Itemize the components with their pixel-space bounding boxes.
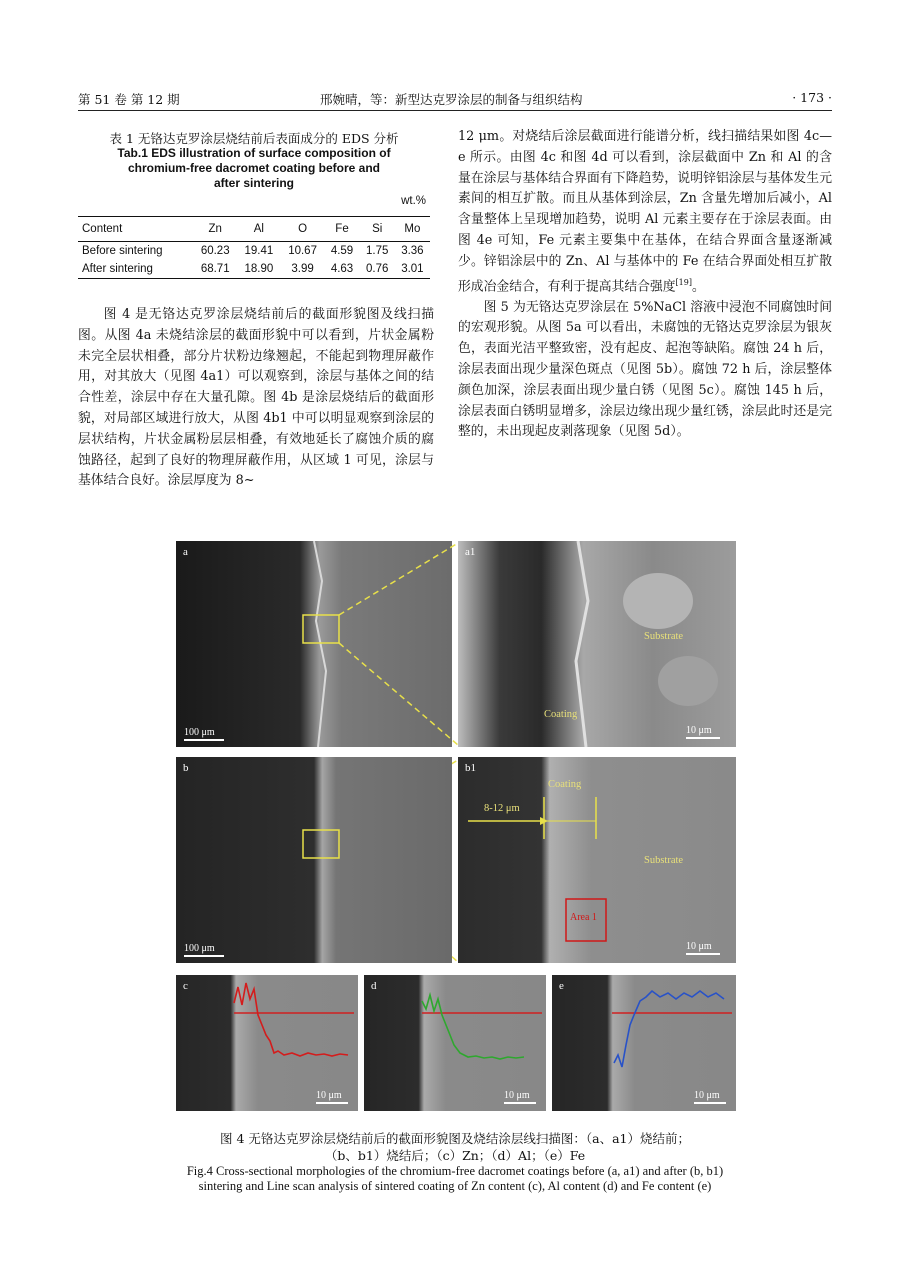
sem-image — [176, 757, 452, 963]
panel-label: c — [183, 980, 188, 992]
scale-bar: 100 μm — [184, 727, 224, 741]
linescan-panel-al — [364, 975, 546, 1111]
col-fe: Fe — [324, 217, 359, 242]
panel-label: a1 — [465, 546, 476, 558]
table-cell: 10.67 — [288, 245, 317, 257]
table-cell: 3.36 — [401, 245, 424, 257]
panel-label: b — [183, 762, 189, 774]
table-caption-en-2: chromium-free dacromet coating before and — [127, 161, 381, 175]
sem-panel-b1 — [458, 757, 736, 963]
table-cell: 3.01 — [395, 260, 430, 279]
figure-caption-cn-1: 图 4 无铬达克罗涂层烧结前后的截面形貌图及烧结涂层线扫描图：（a、a1）烧结前； — [219, 1131, 690, 1146]
scale-bar: 10 μm — [504, 1090, 536, 1104]
col-al: Al — [237, 217, 281, 242]
col-zn: Zn — [193, 217, 237, 242]
sem-panel-b — [176, 757, 452, 963]
table-unit: wt.% — [401, 195, 426, 207]
panel-label: d — [371, 980, 377, 992]
paragraph: 12 μm。对烧结后涂层截面进行能谱分析，线扫描结果如图 4c—e 所示。由图 4c 和图 4d 可以看到，涂层截面中 Zn 和 Al 的含量在涂层与基体结合界面有下降趋势，说明锌铝涂层与基体发生元素间的相互扩散。而且从基体到涂层，Zn 含量先增加后减小，Al 含量整体上呈现增加趋势，说明 Al 元素主要存在于涂层表面。由图 4e 可知，Fe 元素主要集中在基体，在结合界面含量逐渐减少。锌铝涂层中的 Zn、Al 与基体中的 Fe 在结合界面处相互扩散形成冶金结合，有利于提高其结合强度[19]。 — [458, 129, 832, 294]
sem-image — [458, 541, 736, 747]
area-label: Area 1 — [570, 912, 597, 923]
paragraph: 图 4 是无铬达克罗涂层烧结前后的截面形貌图及线扫描图。从图 4a 未烧结涂层的截面形貌中可以看到，片状金属粉未完全层状相叠，部分片状粉边缘翘起，不能起到物理屏蔽作用，对其放大（见图 4a1）可以观察到，涂层与基体之间的结合性差，涂层中存在大量孔隙。图 4b 是涂层烧结后的截面形貌，对局部区域进行放大，从图 4b1 中可以明显观察到涂层的层状结构，片状金属粉层层相叠，有效地延长了腐蚀介质的腐蚀路径，起到了良好的物理屏蔽作用，从区域 1 可见，涂层与基体结合良好。涂层厚度为 8~ — [78, 307, 434, 489]
figure-caption-en-2: sintering and Line scan analysis of sintered coating of Zn content (c), Al content (d) and Fe content (e) — [198, 1179, 712, 1193]
scale-bar: 10 μm — [686, 725, 720, 739]
scale-bar: 10 μm — [694, 1090, 726, 1104]
article-title: 邢婉晴，等：新型达克罗涂层的制备与组织结构 — [320, 92, 583, 107]
scale-bar: 100 μm — [184, 943, 224, 957]
coating-label: Coating — [548, 779, 582, 790]
col-si: Si — [360, 217, 395, 242]
table-cell: Before sintering — [82, 245, 163, 257]
table-cell: After sintering — [78, 260, 193, 279]
table-caption-cn: 表 1 无铬达克罗涂层烧结前后表面成分的 EDS 分析 — [109, 131, 399, 146]
linescan-panel-fe — [552, 975, 736, 1111]
table-cell: 4.63 — [324, 260, 359, 279]
page-number: · 173 · — [792, 90, 832, 105]
sem-panel-a1 — [458, 541, 736, 747]
coating-label: Coating — [544, 709, 578, 720]
table-caption-en-1: Tab.1 EDS illustration of surface composition of — [117, 146, 391, 160]
table-cell: 1.75 — [365, 245, 389, 257]
table-caption-en-3: after sintering — [213, 176, 294, 190]
table-cell: 68.71 — [193, 260, 237, 279]
paragraph: 图 5 为无铬达克罗涂层在 5%NaCl 溶液中浸泡不同腐蚀时间的宏观形貌。从图 5a 可以看出，未腐蚀的无铬达克罗涂层为银灰色，表面光洁平整致密，没有起皮、起泡等缺陷。腐蚀 24 h 后，涂层表面出现少量深色斑点（见图 5b）。腐蚀 72 h 后，涂层整体颜色加深，涂层表面出现少量白锈（见图 5c）。腐蚀 145 h 后，涂层表面白锈明显增多，涂层边缘出现少量红锈，涂层此时还是完整的，未出现起皮剥落现象（见图 5d）。 — [458, 299, 832, 440]
figure-caption — [78, 1130, 832, 1194]
figure-caption-cn-2: （b、b1）烧结后；（c）Zn；（d）Al；（e）Fe — [324, 1148, 586, 1163]
panel-label: e — [559, 980, 564, 992]
citation: [19] — [675, 277, 692, 287]
substrate-label: Substrate — [644, 855, 684, 866]
col-o: O — [281, 217, 325, 242]
figure-caption-en-1: Fig.4 Cross-sectional morphologies of the chromium-free dacromet coatings before (a, a1) and after (b, b1) — [186, 1164, 724, 1178]
substrate-label: Substrate — [644, 631, 684, 642]
scale-bar: 10 μm — [316, 1090, 348, 1104]
table-cell: 4.59 — [330, 245, 354, 257]
panel-label: a — [183, 546, 188, 558]
table-cell: 19.41 — [244, 245, 274, 257]
sem-image — [458, 757, 736, 963]
linescan-panel-zn — [176, 975, 358, 1111]
table-cell: 18.90 — [237, 260, 281, 279]
scale-bar: 10 μm — [686, 941, 720, 955]
col-content: Content — [78, 217, 193, 242]
col-mo: Mo — [395, 217, 430, 242]
table-cell: 60.23 — [200, 245, 230, 257]
table-cell: 3.99 — [281, 260, 325, 279]
thickness-label: 8-12 μm — [484, 803, 520, 814]
table-cell: 0.76 — [360, 260, 395, 279]
volume-issue: 第 51 卷 第 12 期 — [78, 92, 180, 107]
panel-label: b1 — [465, 762, 476, 774]
